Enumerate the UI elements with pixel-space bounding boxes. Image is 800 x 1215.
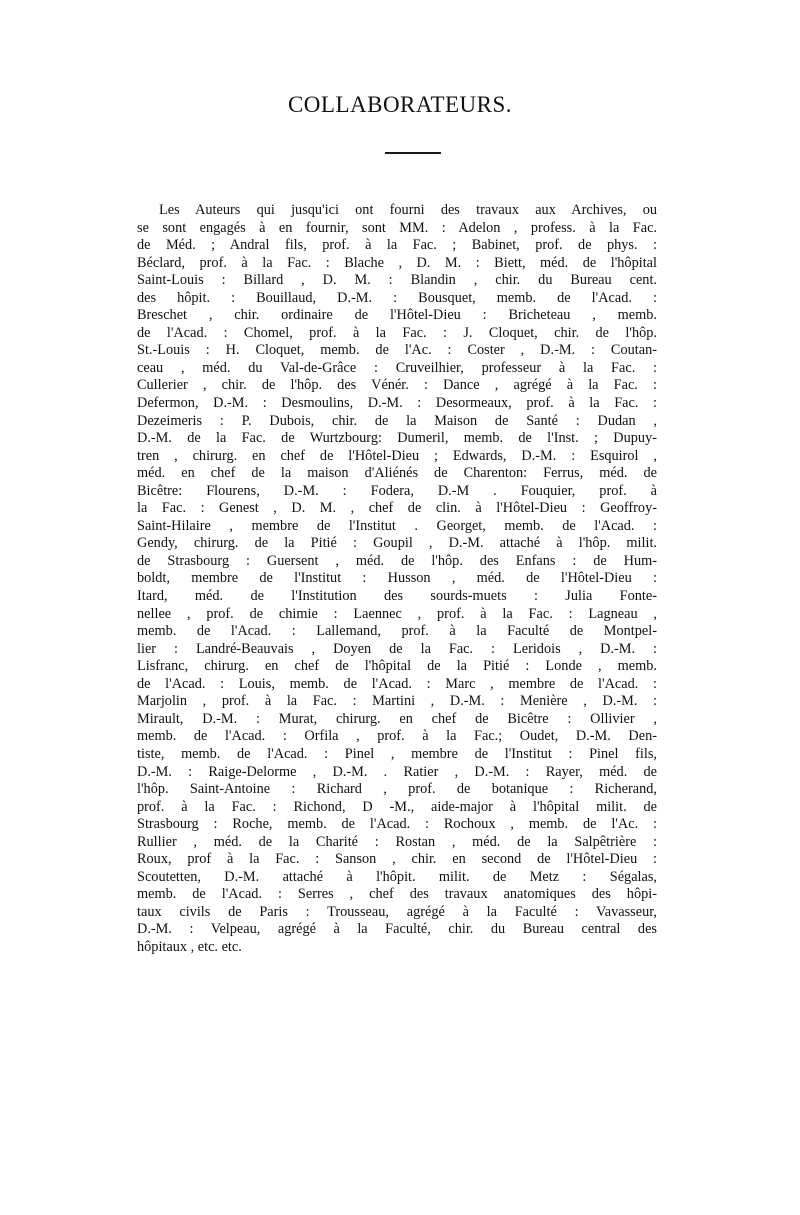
paragraph-line: Lisfranc, chirurg. en chef de l'hôpital de la Pitié : Londe , memb. (137, 658, 657, 675)
paragraph-line: des hôpit. : Bouillaud, D.-M. : Bousquet, memb. de l'Acad. : (137, 289, 657, 306)
paragraph-line: Bicêtre: Flourens, D.-M. : Fodera, D.-M . Fouquier, prof. à (137, 482, 657, 499)
paragraph-line: hôpitaux , etc. etc. (137, 938, 242, 955)
paragraph-line: Béclard, prof. à la Fac. : Blache , D. M. : Biett, méd. de l'hôpital (137, 254, 657, 271)
paragraph-line: prof. à la Fac. : Richond, D -M., aide-major à l'hôpital milit. de (137, 798, 657, 815)
paragraph-line: Breschet , chir. ordinaire de l'Hôtel-Dieu : Bricheteau , memb. (137, 307, 657, 324)
paragraph-line: Itard, méd. de l'Institution des sourds-muets : Julia Fonte- (137, 588, 657, 605)
paragraph-line: Dezeimeris : P. Dubois, chir. de la Maison de Santé : Dudan , (137, 412, 657, 429)
paragraph-line: Mirault, D.-M. : Murat, chirurg. en chef de Bicêtre : Ollivier , (137, 710, 657, 727)
paragraph-line: memb. de l'Acad. : Lallemand, prof. à la Faculté de Montpel- (137, 623, 657, 640)
paragraph-line: D.-M. : Velpeau, agrégé à la Faculté, chir. du Bureau central des (137, 921, 657, 938)
collaborators-paragraph (137, 202, 657, 957)
paragraph-line: lier : Landré-Beauvais , Doyen de la Fac. : Leridois , D.-M. : (137, 640, 657, 657)
paragraph-line: l'hôp. Saint-Antoine : Richard , prof. de botanique : Richerand, (137, 781, 657, 798)
paragraph-line: D.-M. : Raige-Delorme , D.-M. . Ratier , D.-M. : Rayer, méd. de (137, 763, 657, 780)
paragraph-line: de l'Acad. : Louis, memb. de l'Acad. : Marc , membre de l'Acad. : (137, 675, 657, 692)
paragraph-line: Roux, prof à la Fac. : Sanson , chir. en second de l'Hôtel-Dieu : (137, 851, 657, 868)
paragraph-line: Les Auteurs qui jusqu'ici ont fourni des travaux aux Archives, ou (159, 202, 657, 218)
paragraph-line: boldt, membre de l'Institut : Husson , méd. de l'Hôtel-Dieu : (137, 570, 657, 587)
paragraph-line: D.-M. de la Fac. de Wurtzbourg: Dumeril, memb. de l'Inst. ; Dupuy- (137, 430, 657, 447)
paragraph-line: memb. de l'Acad. : Orfila , prof. à la Fac.; Oudet, D.-M. Den- (137, 728, 657, 745)
paragraph-line: Saint-Louis : Billard , D. M. : Blandin , chir. du Bureau cent. (137, 272, 657, 289)
paragraph-line: Rullier , méd. de la Charité : Rostan , méd. de la Salpêtrière : (137, 833, 657, 850)
title-divider (385, 152, 441, 154)
paragraph-line: nellee , prof. de chimie : Laennec , prof. à la Fac. : Lagneau , (137, 605, 657, 622)
paragraph-line: Saint-Hilaire , membre de l'Institut . Georget, memb. de l'Acad. : (137, 517, 657, 534)
paragraph-line: Defermon, D.-M. : Desmoulins, D.-M. : Desormeaux, prof. à la Fac. : (137, 395, 657, 412)
paragraph-line: de Strasbourg : Guersent , méd. de l'hôp. des Enfans : de Hum- (137, 552, 657, 569)
paragraph-line: Gendy, chirurg. de la Pitié : Goupil , D.-M. attaché à l'hôp. milit. (137, 535, 657, 552)
paragraph-line: méd. en chef de la maison d'Aliénés de Charenton: Ferrus, méd. de (137, 465, 657, 482)
paragraph-line: ceau , méd. du Val-de-Grâce : Cruveilhier, professeur à la Fac. : (137, 359, 657, 376)
paragraph-line: Marjolin , prof. à la Fac. : Martini , D.-M. : Menière , D.-M. : (137, 693, 657, 710)
paragraph-line: de Méd. ; Andral fils, prof. à la Fac. ; Babinet, prof. de phys. : (137, 237, 657, 254)
paragraph-line: tiste, memb. de l'Acad. : Pinel , membre de l'Institut : Pinel fils, (137, 745, 657, 762)
paragraph-line: Cullerier , chir. de l'hôp. des Vénér. : Dance , agrégé à la Fac. : (137, 377, 657, 394)
paragraph-line: St.-Louis : H. Cloquet, memb. de l'Ac. : Coster , D.-M. : Coutan- (137, 342, 657, 359)
paragraph-line: se sont engagés à en fournir, sont MM. : Adelon , profess. à la Fac. (137, 219, 657, 236)
paragraph-line: Strasbourg : Roche, memb. de l'Acad. : Rochoux , memb. de l'Ac. : (137, 816, 657, 833)
page-title: COLLABORATEURS. (287, 92, 513, 117)
paragraph-line: Scoutetten, D.-M. attaché à l'hôpit. milit. de Metz : Ségalas, (137, 868, 657, 885)
paragraph-line: de l'Acad. : Chomel, prof. à la Fac. : J. Cloquet, chir. de l'hôp. (137, 324, 657, 341)
paragraph-line: tren , chirurg. en chef de l'Hôtel-Dieu ; Edwards, D.-M. : Esquirol , (137, 447, 657, 464)
paragraph-line: la Fac. : Genest , D. M. , chef de clin. à l'Hôtel-Dieu : Geoffroy- (137, 500, 657, 517)
paragraph-line: taux civils de Paris : Trousseau, agrégé à la Faculté : Vavasseur, (137, 903, 657, 920)
paragraph-line: memb. de l'Acad. : Serres , chef des travaux anatomiques des hôpi- (137, 886, 657, 903)
